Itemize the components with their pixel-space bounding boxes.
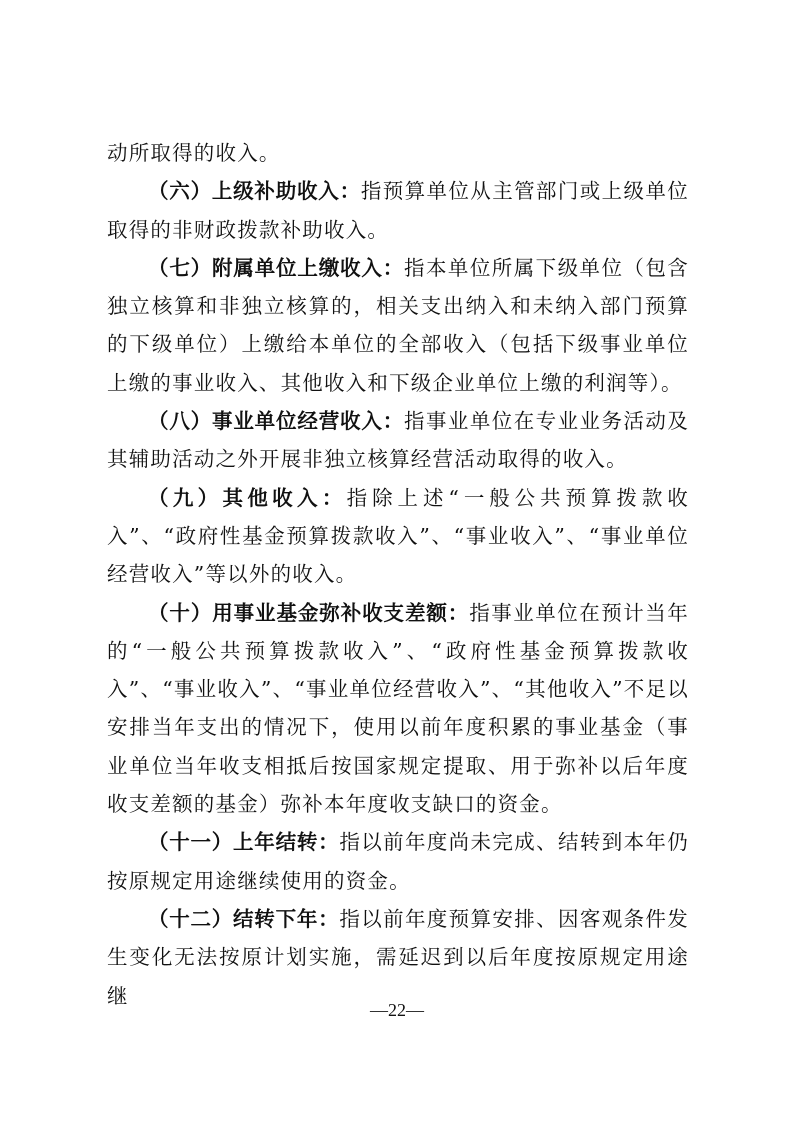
paragraph-text: 指以前年度预算安排、因客观条件发生变化无法按原计划实施，需延迟到以后年度按原规定用途继: [107, 906, 689, 1008]
document-body: [107, 134, 689, 1015]
term-heading: （七）附属单位上缴收入：: [148, 255, 405, 280]
term-heading: （九）其他收入：: [148, 485, 347, 510]
term-heading: （十一）上年结转：: [148, 830, 340, 855]
paragraph-affiliated-unit-income: [107, 249, 689, 402]
term-heading: （十二）结转下年：: [148, 906, 340, 931]
paragraph-business-fund-offset: [107, 594, 689, 824]
paragraph-text: 指除上述“一般公共预算拨款收入”、“政府性基金预算拨款收入”、“事业收入”、“事业单位经营收入”等以外的收入。: [107, 485, 689, 587]
term-heading: （八）事业单位经营收入：: [148, 409, 405, 434]
term-heading: （六）上级补助收入：: [148, 179, 361, 204]
page-number: —22—: [370, 1000, 424, 1020]
paragraph-text: 指事业单位在预计当年的“一般公共预算拨款收入”、“政府性基金预算拨款收入”、“事业收入”、“事业单位经营收入”、“其他收入”不足以安排当年支出的情况下，使用以前年度积累的事业基金（事业单位当年收支相抵后按国家规定提取、用于弥补以后年度收支差额的基金）弥补本年度收支缺口的资金。: [107, 600, 689, 817]
paragraph-text: 指本单位所属下级单位（包含独立核算和非独立核算的，相关支出纳入和未纳入部门预算的下级单位）上缴给本单位的全部收入（包括下级事业单位上缴的事业收入、其他收入和下级企业单位上缴的利润等）。: [107, 255, 689, 395]
paragraph-text: 指以前年度尚未完成、结转到本年仍按原规定用途继续使用的资金。: [107, 830, 689, 893]
paragraph-text: 指预算单位从主管部门或上级单位取得的非财政拨款补助收入。: [107, 179, 689, 242]
paragraph-business-operating-income: [107, 402, 689, 479]
paragraph-carryover-next-year: [107, 900, 689, 1015]
paragraph-continuation: [107, 134, 689, 172]
paragraph-text: 指事业单位在专业业务活动及其辅助活动之外开展非独立核算经营活动取得的收入。: [107, 409, 689, 472]
term-heading: （十）用事业基金弥补收支差额：: [148, 600, 470, 625]
paragraph-other-income: [107, 479, 689, 594]
paragraph-superior-subsidy-income: [107, 172, 689, 249]
paragraph-text: 动所取得的收入。: [107, 141, 281, 165]
paragraph-prior-year-carryover: [107, 823, 689, 900]
